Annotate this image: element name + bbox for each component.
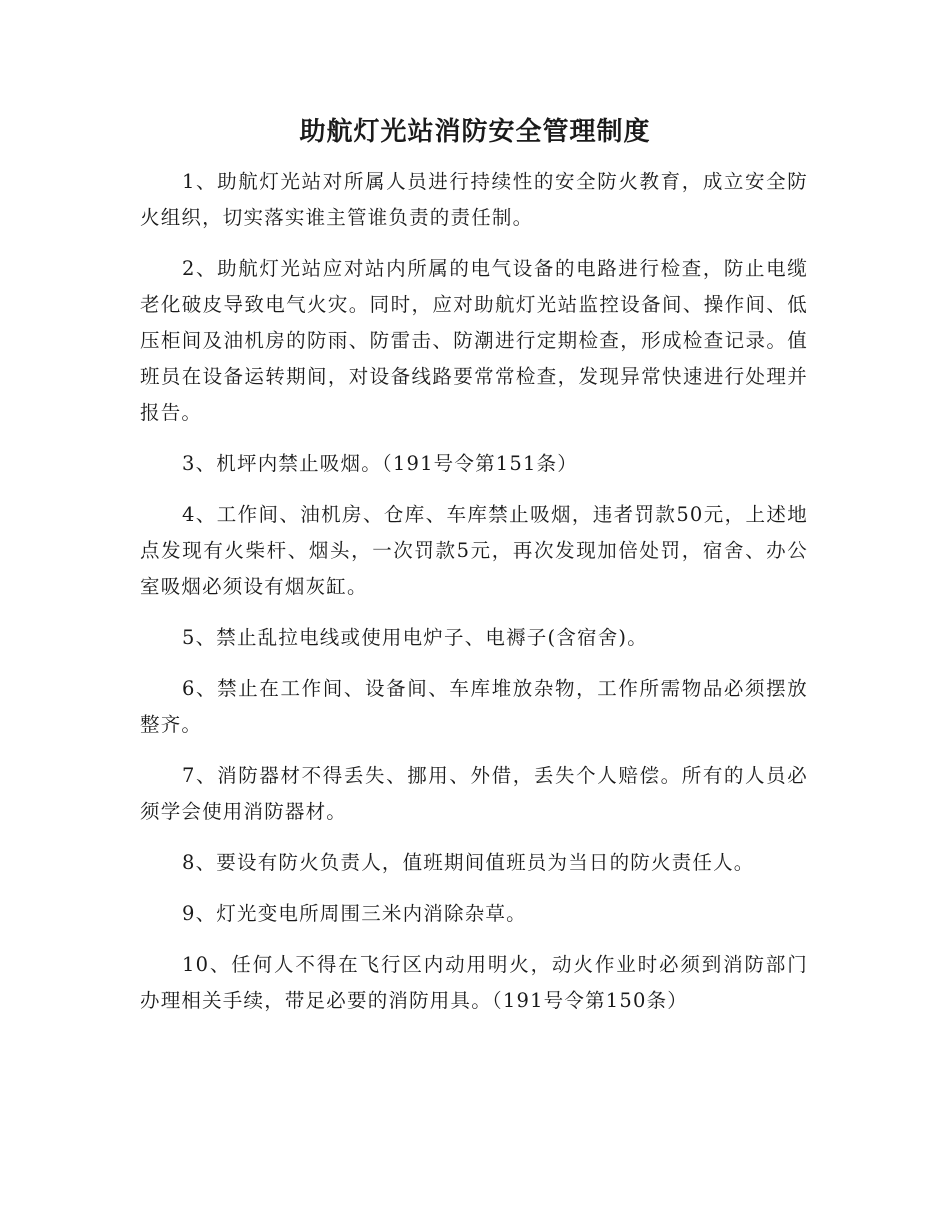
paragraph-2: 2、助航灯光站应对站内所属的电气设备的电路进行检查，防止电缆老化破皮导致电气火灾。同时，应对助航灯光站监控设备间、操作间、低压柜间及油机房的防雨、防雷击、防潮进行定期检查，形成检查记录。值班员在设备运转期间，对设备线路要常常检查，发现异常快速进行处理并报告。 (140, 257, 808, 424)
document-body (140, 164, 808, 1034)
paragraph-8: 8、要设有防火负责人，值班期间值班员为当日的防火责任人。 (182, 851, 755, 874)
paragraph-7: 7、消防器材不得丢失、挪用、外借，丢失个人赔偿。所有的人员必须学会使用消防器材。 (140, 764, 808, 823)
paragraph-4: 4、工作间、油机房、仓库、车库禁止吸烟，违者罚款50元，上述地点发现有火柴杆、烟头，一次罚款5元，再次发现加倍处罚，宿舍、办公室吸烟必须设有烟灰缸。 (140, 503, 808, 598)
paragraph-3: 3、机坪内禁止吸烟。（191号令第151条） (182, 452, 578, 475)
paragraph-9: 9、灯光变电所周围三米内消除杂草。 (182, 902, 527, 925)
document-title: 助航灯光站消防安全管理制度 (299, 117, 651, 147)
paragraph-1: 1、助航灯光站对所属人员进行持续性的安全防火教育，成立安全防火组织，切实落实谁主管谁负责的责任制。 (140, 170, 808, 229)
paragraph-5: 5、禁止乱拉电线或使用电炉子、电褥子(含宿舍)。 (182, 626, 648, 649)
paragraph-10: 10、任何人不得在飞行区内动用明火，动火作业时必须到消防部门办理相关手续，带足必要的消防用具。（191号令第150条） (140, 953, 808, 1012)
paragraph-6: 6、禁止在工作间、设备间、车库堆放杂物，工作所需物品必须摆放整齐。 (140, 677, 808, 736)
